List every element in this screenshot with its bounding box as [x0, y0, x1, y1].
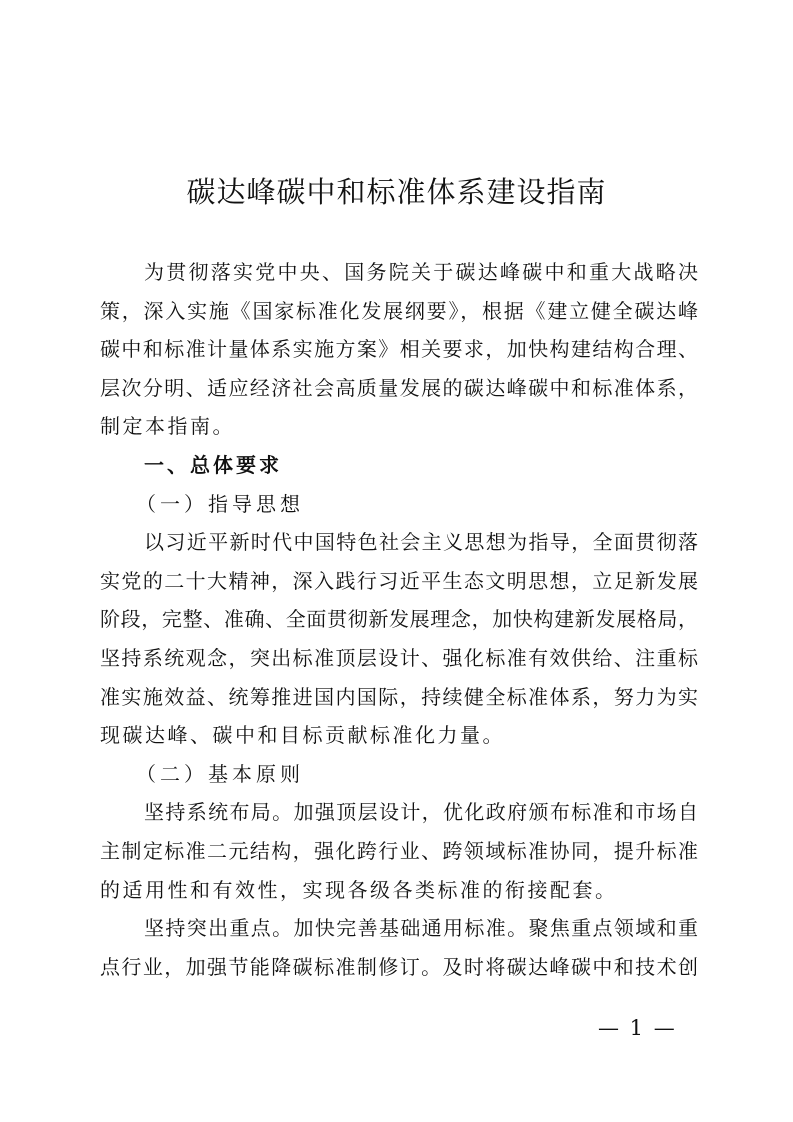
- document-title: 碳达峰碳中和标准体系建设指南: [186, 175, 607, 209]
- paragraph-line: 制定本指南。: [100, 414, 235, 439]
- paragraph-line: 点行业，加强节能降碳标准制修订。及时将碳达峰碳中和技术创: [100, 954, 698, 979]
- subsection-heading: （二）基本原则: [136, 761, 304, 786]
- document-body: [100, 253, 698, 986]
- paragraph-line: 准实施效益、统筹推进国内国际，持续健全标准体系，努力为实: [100, 684, 698, 709]
- paragraph-line: 以习近平新时代中国特色社会主义思想为指导，全面贯彻落: [144, 530, 698, 555]
- paragraph-line: 策，深入实施《国家标准化发展纲要》，根据《建立健全碳达峰: [100, 298, 698, 323]
- paragraph-line: 为贯彻落实党中央、国务院关于碳达峰碳中和重大战略决: [144, 260, 698, 284]
- paragraph-line: 碳中和标准计量体系实施方案》相关要求，加快构建结构合理、: [100, 337, 698, 362]
- paragraph-line: 层次分明、适应经济社会高质量发展的碳达峰碳中和标准体系，: [100, 375, 698, 400]
- paragraph-line: 的适用性和有效性，实现各级各类标准的衔接配套。: [100, 877, 618, 902]
- paragraph-line: 坚持系统观念，突出标准顶层设计、强化标准有效供给、注重标: [100, 645, 698, 670]
- paragraph-line: 坚持系统布局。加强顶层设计，优化政府颁布标准和市场自: [144, 800, 698, 825]
- page-number: — 1 —: [598, 1016, 677, 1040]
- paragraph-line: 阶段，完整、准确、全面贯彻新发展理念，加快构建新发展格局，: [100, 607, 698, 632]
- paragraph-line: 坚持突出重点。加快完善基础通用标准。聚焦重点领域和重: [144, 916, 698, 941]
- section-heading: 一、总体要求: [144, 452, 282, 477]
- paragraph-line: 现碳达峰、碳中和目标贡献标准化力量。: [100, 723, 505, 748]
- paragraph-line: 主制定标准二元结构，强化跨行业、跨领域标准协同，提升标准: [100, 838, 698, 863]
- paragraph-line: 实党的二十大精神，深入践行习近平生态文明思想，立足新发展: [100, 568, 698, 593]
- subsection-heading: （一）指导思想: [136, 491, 304, 516]
